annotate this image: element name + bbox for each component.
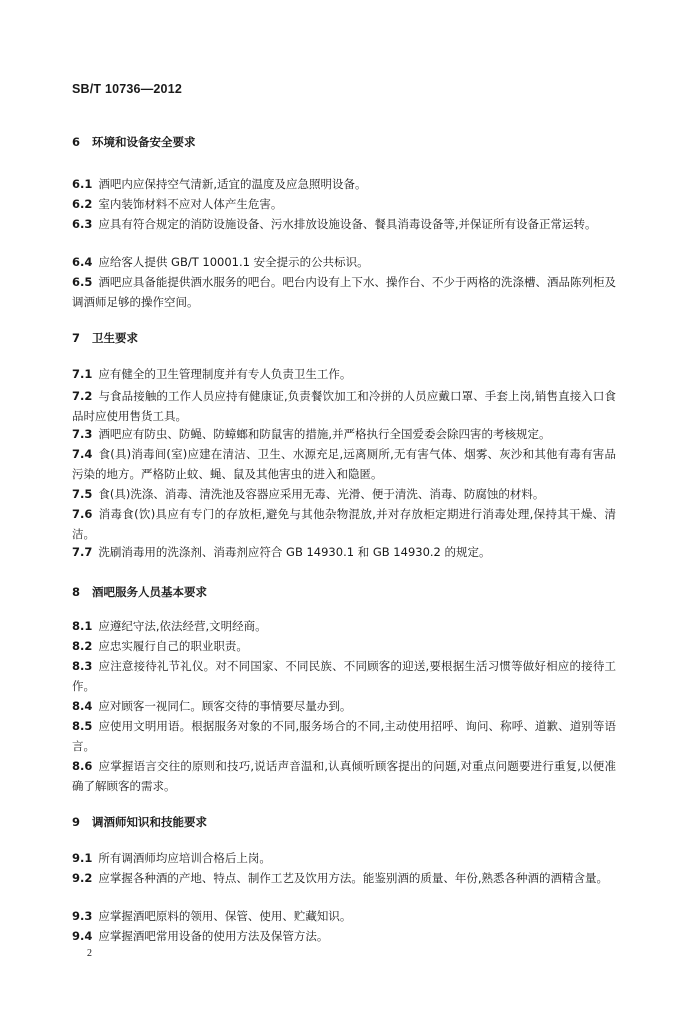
clause-text: 应掌握酒吧原料的领用、保管、使用、贮藏知识。 [98, 909, 352, 923]
clause-number: 6.1 [72, 177, 93, 191]
clause-number: 6.2 [72, 197, 93, 211]
clause-number: 9.4 [72, 929, 93, 943]
clause-number: 7.4 [72, 447, 93, 461]
section-number: 9 [72, 815, 81, 829]
clause-7-4 [72, 444, 616, 484]
clause-number: 9.2 [72, 871, 93, 885]
clause-text: 应掌握各种酒的产地、特点、制作工艺及饮用方法。能鉴别酒的质量、年份,熟悉各种酒的酒精含量。 [98, 871, 609, 885]
clause-text: 应给客人提供 GB/T 10001.1 安全提示的公共标识。 [98, 255, 369, 269]
clause-8-6 [72, 756, 616, 796]
clause-text: 酒吧内应保持空气清新,适宜的温度及应急照明设备。 [98, 177, 367, 191]
clause-number: 7.3 [72, 427, 93, 441]
section-title: 调酒师知识和技能要求 [92, 815, 207, 829]
clause-8-4 [72, 696, 616, 716]
clause-6-2 [72, 194, 616, 214]
clause-number: 7.5 [72, 487, 93, 501]
clause-text: 室内装饰材料不应对人体产生危害。 [98, 197, 283, 211]
clause-8-5 [72, 716, 616, 756]
section-title: 卫生要求 [92, 331, 138, 345]
section-6-heading [72, 134, 196, 150]
clause-8-1 [72, 616, 616, 636]
clause-number: 8.1 [72, 619, 93, 633]
clause-text: 洗刷消毒用的洗涤剂、消毒剂应符合 GB 14930.1 和 GB 14930.2 的规定。 [98, 545, 491, 559]
clause-9-1 [72, 848, 616, 868]
clause-number: 7.1 [72, 367, 93, 381]
clause-6-1 [72, 174, 616, 194]
clause-text: 食(具)消毒间(室)应建在清洁、卫生、水源充足,远离厕所,无有害气体、烟雾、灰沙和其他有毒有害品污染的地方。严格防止蚊、蝇、鼠及其他害虫的进入和隐匿。 [72, 447, 616, 481]
clause-number: 8.5 [72, 719, 93, 733]
clause-text: 与食品接触的工作人员应持有健康证,负责餐饮加工和冷拼的人员应戴口罩、手套上岗,销售直接入口食品时应使用售货工具。 [72, 389, 616, 423]
clause-text: 应有健全的卫生管理制度并有专人负责卫生工作。 [98, 367, 352, 381]
section-title: 环境和设备安全要求 [92, 135, 196, 149]
clause-number: 7.7 [72, 545, 93, 559]
clause-7-1 [72, 364, 616, 384]
clause-text: 应具有符合规定的消防设施设备、污水排放设施设备、餐具消毒设备等,并保证所有设备正常运转。 [98, 217, 597, 231]
clause-text: 应对顾客一视同仁。顾客交待的事情要尽量办到。 [98, 699, 352, 713]
clause-9-3 [72, 906, 616, 926]
clause-number: 9.3 [72, 909, 93, 923]
clause-number: 9.1 [72, 851, 93, 865]
section-7-heading [72, 330, 138, 346]
section-title: 酒吧服务人员基本要求 [92, 585, 207, 599]
clause-text: 应忠实履行自己的职业职责。 [98, 639, 248, 653]
page-number: 2 [87, 948, 92, 959]
clause-8-3 [72, 656, 616, 696]
clause-9-2 [72, 868, 616, 888]
section-number: 7 [72, 331, 81, 345]
clause-9-4 [72, 926, 616, 946]
clause-7-3 [72, 424, 616, 444]
clause-7-5 [72, 484, 616, 504]
clause-text: 酒吧应具备能提供酒水服务的吧台。吧台内设有上下水、操作台、不少于两格的洗涤槽、酒品陈列柜及调酒师足够的操作空间。 [72, 275, 616, 309]
clause-text: 酒吧应有防虫、防蝇、防蟑螂和防鼠害的措施,并严格执行全国爱委会除四害的考核规定。 [98, 427, 551, 441]
clause-7-2 [72, 386, 616, 426]
standard-code: SB/T 10736—2012 [72, 82, 183, 96]
clause-6-3 [72, 214, 616, 234]
clause-text: 消毒食(饮)具应有专门的存放柜,避免与其他杂物混放,并对存放柜定期进行消毒处理,保持其干燥、清洁。 [72, 507, 616, 541]
clause-text: 应遵纪守法,依法经营,文明经商。 [98, 619, 267, 633]
clause-number: 6.3 [72, 217, 93, 231]
clause-text: 应使用文明用语。根据服务对象的不同,服务场合的不同,主动使用招呼、询问、称呼、道歉、道别等语言。 [72, 719, 616, 753]
clause-8-2 [72, 636, 616, 656]
clause-number: 6.4 [72, 255, 93, 269]
clause-text: 应掌握语言交往的原则和技巧,说话声音温和,认真倾听顾客提出的问题,对重点问题要进行重复,以便准确了解顾客的需求。 [72, 759, 616, 793]
clause-number: 8.3 [72, 659, 93, 673]
clause-text: 所有调酒师均应培训合格后上岗。 [98, 851, 271, 865]
section-8-heading [72, 584, 207, 600]
clause-number: 7.6 [72, 507, 93, 521]
clause-7-6 [72, 504, 616, 544]
clause-number: 8.4 [72, 699, 93, 713]
section-number: 8 [72, 585, 81, 599]
clause-number: 7.2 [72, 389, 93, 403]
clause-6-5 [72, 272, 616, 312]
clause-number: 6.5 [72, 275, 93, 289]
clause-text: 应注意接待礼节礼仪。对不同国家、不同民族、不同顾客的迎送,要根据生活习惯等做好相应的接待工作。 [72, 659, 616, 693]
clause-7-7 [72, 542, 616, 562]
clause-text: 应掌握酒吧常用设备的使用方法及保管方法。 [98, 929, 329, 943]
clause-number: 8.6 [72, 759, 93, 773]
clause-text: 食(具)洗涤、消毒、清洗池及容器应采用无毒、光滑、便于清洗、消毒、防腐蚀的材料。 [98, 487, 545, 501]
clause-6-4 [72, 252, 616, 272]
section-9-heading [72, 814, 207, 830]
clause-number: 8.2 [72, 639, 93, 653]
section-number: 6 [72, 135, 81, 149]
